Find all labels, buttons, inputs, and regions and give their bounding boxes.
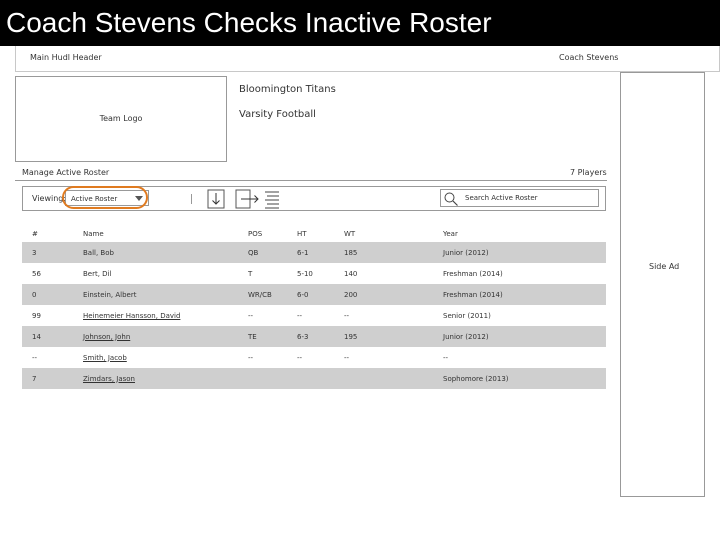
player-weight-cell: 200 [334,284,433,305]
section-divider [15,180,607,181]
search-icon [443,191,459,207]
player-number-cell: 56 [32,269,41,278]
column-header-height[interactable]: HT [297,229,307,238]
roster-title: Manage Active Roster [22,168,110,177]
main-header [15,46,720,72]
column-header-year[interactable]: Year [443,229,458,238]
slide-title-bar [0,0,720,46]
player-name-cell: Bert, Dil [83,269,112,278]
slide-title: Coach Stevens Checks Inactive Roster [6,7,492,38]
player-height-cell: 6-0 [287,284,334,305]
table-row[interactable] [22,368,606,389]
player-name-link[interactable]: Zimdars, Jason [83,374,135,383]
download-icon [207,189,225,209]
table-row[interactable] [22,305,606,326]
search-box[interactable] [440,189,599,207]
player-position-cell: QB [238,242,287,263]
player-height-cell [287,368,334,389]
roster-view-value: Active Roster [71,195,118,203]
player-year-cell: Freshman (2014) [433,284,606,305]
player-year-cell: Junior (2012) [433,242,606,263]
player-name-link[interactable]: Smith, Jacob [83,353,127,362]
column-header-name[interactable]: Name [83,229,104,238]
player-position-cell: T [248,269,253,278]
export-button[interactable] [235,189,261,209]
list-icon [263,189,281,209]
player-number-cell: 0 [22,284,73,305]
player-weight-cell: 140 [344,269,358,278]
player-position-cell: -- [248,353,254,362]
player-name-cell: Ball, Bob [73,242,238,263]
player-weight-cell: -- [344,353,350,362]
download-button[interactable] [207,189,225,209]
player-weight-cell: 195 [334,326,433,347]
roster-view-select[interactable] [65,190,149,206]
player-height-cell: 6-1 [287,242,334,263]
side-ad-label: Side Ad [649,262,680,271]
team-logo-label: Team Logo [99,114,143,123]
player-year-cell: Junior (2012) [433,326,606,347]
player-position-cell: TE [238,326,287,347]
chevron-down-icon [135,196,143,201]
player-name-cell [73,326,238,347]
main-header-label: Main Hudl Header [30,53,102,62]
roster-toolbar [22,186,606,211]
column-header-position[interactable]: POS [248,229,263,238]
player-year-cell: Senior (2011) [443,311,491,320]
player-number-cell: 99 [32,311,41,320]
table-header-row [22,225,606,242]
search-input[interactable] [465,192,593,204]
player-name-link[interactable]: Heinemeier Hansson, David [83,311,181,320]
player-position-cell: WR/CB [238,284,287,305]
export-icon [235,189,261,209]
player-weight-cell: -- [344,311,350,320]
side-ad[interactable] [620,72,705,497]
column-header-weight[interactable]: WT [344,229,356,238]
table-row[interactable] [22,326,606,347]
table-row[interactable] [22,263,606,284]
table-row[interactable] [22,284,606,305]
player-height-cell: 6-3 [287,326,334,347]
viewing-label: Viewing: [32,194,67,203]
player-year-cell: Sophomore (2013) [433,368,606,389]
player-weight-cell: 185 [334,242,433,263]
list-view-button[interactable] [263,189,281,209]
player-height-cell: -- [297,353,303,362]
user-name-link[interactable]: Coach Stevens [559,53,619,62]
player-number-cell: 7 [22,368,73,389]
player-name-cell [73,305,238,326]
player-height-cell: -- [297,311,303,320]
player-name-cell [73,368,238,389]
table-row[interactable] [22,347,606,368]
player-name-cell [73,347,238,368]
player-number-cell: 14 [22,326,73,347]
player-year-cell: -- [443,353,449,362]
toolbar-separator [191,194,192,204]
player-count: 7 Players [570,168,607,177]
player-weight-cell [334,368,433,389]
player-year-cell: Freshman (2014) [443,269,503,278]
player-name-cell: Einstein, Albert [73,284,238,305]
column-header-number[interactable]: # [32,229,38,238]
table-row[interactable] [22,242,606,263]
player-position-cell [238,368,287,389]
player-number-cell: -- [32,353,38,362]
roster-table [22,225,606,389]
player-name-link[interactable]: Johnson, John [83,332,131,341]
team-logo [15,76,227,162]
player-number-cell: 3 [22,242,73,263]
team-level: Varsity Football [239,109,316,120]
team-name: Bloomington Titans [239,84,336,95]
player-position-cell: -- [248,311,254,320]
player-height-cell: 5-10 [297,269,313,278]
